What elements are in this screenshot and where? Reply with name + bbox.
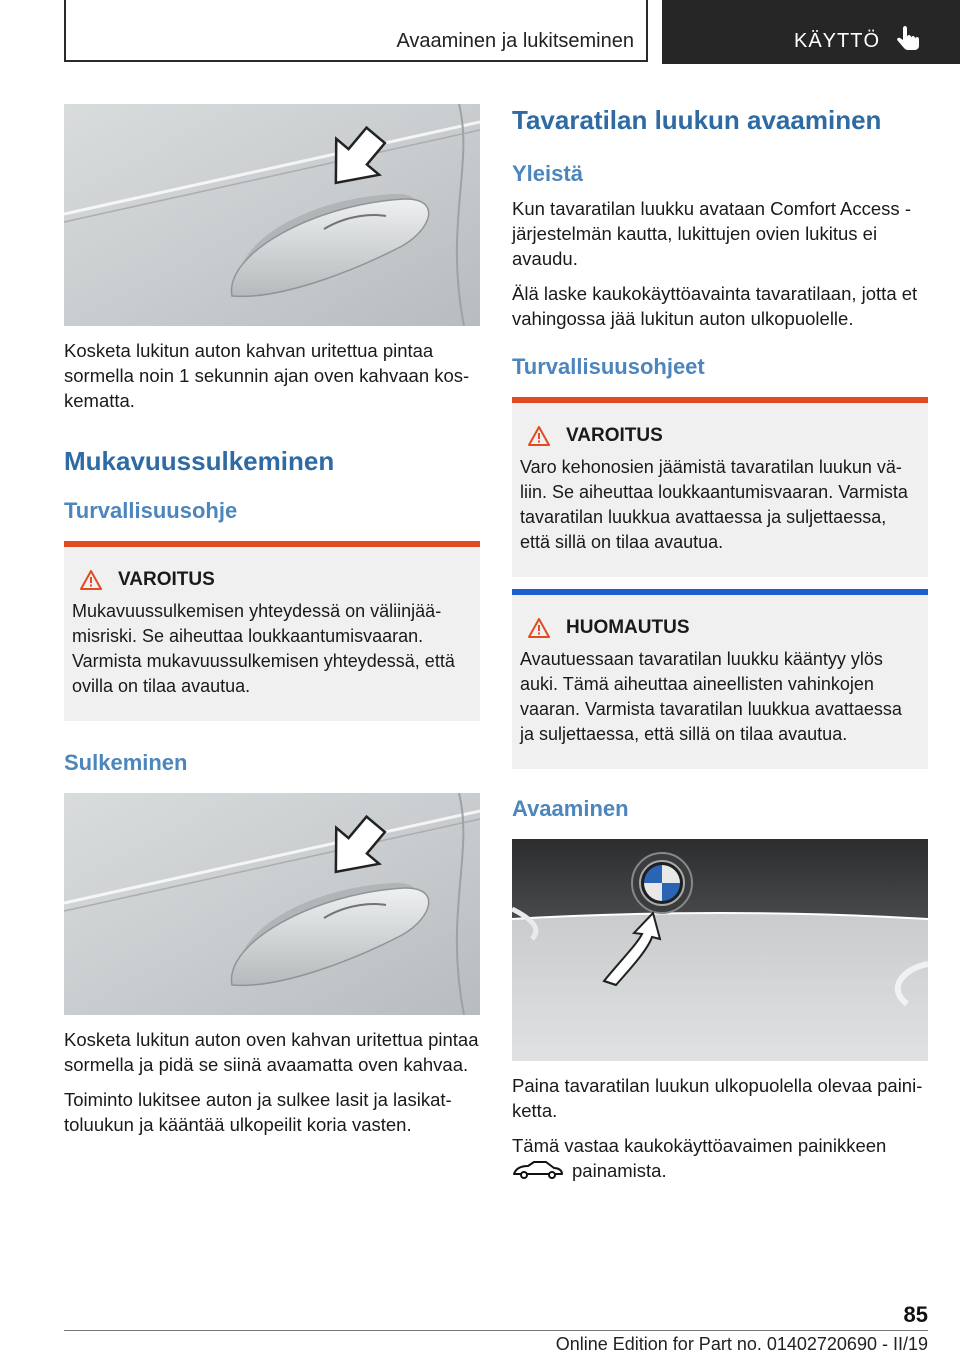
warning-text: Mukavuussulkemisen yhteydessä on väliinjäämisriski. Se aiheuttaa loukkaantumisvaaran. Varmista mukavuussulkemisen yhteydessä, että ovilla on tilaa avautua.: [72, 601, 455, 696]
footer-divider: [64, 1330, 928, 1331]
header-section-title: Avaaminen ja lukitseminen: [396, 30, 634, 52]
warning-title: VAROITUS: [118, 569, 215, 590]
caption-function-description: Toiminto lukitsee auton ja sulkee lasit ja lasikattoluukun ja kääntää ulkopeilit koria vasten.: [64, 1089, 452, 1135]
warning-box: [64, 541, 480, 721]
header-chapter-tab: [662, 0, 960, 64]
heading-safety-note: Turvallisuusohje: [64, 498, 238, 523]
header-chapter-title: KÄYTTÖ: [793, 30, 880, 52]
heading-tailgate-opening: Tavaratilan luukun avaaminen: [512, 105, 882, 135]
heading-safety-notes: Turvallisuusohjeet: [512, 354, 705, 379]
right-column: [512, 104, 928, 1183]
caption-touch-door-handle: Kosketa lukitun auton oven kahvan uritettua pintaa sormella ja pidä se siinä avaamatta oven kahvaa.: [64, 1029, 479, 1075]
warning-triangle-icon: [528, 426, 550, 446]
notice-triangle-icon: [528, 618, 550, 638]
heading-opening: Avaaminen: [512, 796, 629, 821]
opening-paragraph-2-text: Tämä vastaa kaukokäyttöavaimen painikkeen: [512, 1135, 887, 1156]
page-number: 85: [903, 1302, 928, 1327]
general-paragraph-2: Älä laske kaukokäyttöavainta tavaratilaan, jotta et vahingossa jää lukitun auton ulkopuolelle.: [512, 283, 918, 329]
opening-paragraph-2-end: painamista.: [572, 1160, 667, 1181]
warning-text: Varo kehonosien jäämistä tavaratilan luukun väliin. Se aiheuttaa loukkaantumisvaaran. Varmista tavaratilan luukkua avattaessa ja suljettaessa, että sillä on tilaa avautua.: [520, 457, 908, 552]
notice-box: [512, 589, 928, 769]
page-header: [0, 0, 960, 66]
warning-title: VAROITUS: [566, 425, 663, 446]
hand-pointer-icon: [894, 26, 922, 54]
tailgate-button-image: [512, 839, 928, 1061]
heading-comfort-closing: Mukavuussulkeminen: [64, 446, 335, 476]
door-handle-image-2: [64, 793, 480, 1015]
heading-general: Yleistä: [512, 161, 583, 186]
notice-text: Avautuessaan tavaratilan luukku kääntyy ylös auki. Tämä aiheuttaa aineellisten vahinkojen vaaran. Varmista tavaratilan luukkua avattaessa ja suljettaessa, että sillä on tilaa avautua.: [520, 649, 902, 744]
car-tailgate-key-icon: [512, 1160, 564, 1180]
notice-title: HUOMAUTUS: [566, 617, 690, 638]
warning-box: [512, 397, 928, 577]
general-paragraph-1: Kun tavaratilan luukku avataan Comfort Access -järjestelmän kautta, lukittujen ovien lukitus ei avaudu.: [512, 198, 911, 269]
opening-paragraph-1: Paina tavaratilan luukun ulkopuolella olevaa painiketta.: [512, 1075, 923, 1121]
opening-paragraph-2: [512, 1133, 928, 1183]
door-handle-image-1: [64, 104, 480, 326]
caption-touch-handle: Kosketa lukitun auton kahvan uritettua pintaa sormella noin 1 sekunnin ajan oven kahvaan koskematta.: [64, 340, 470, 411]
heading-closing: Sulkeminen: [64, 750, 188, 775]
left-column: [64, 104, 480, 1137]
warning-triangle-icon: [80, 570, 102, 590]
footer-edition: Online Edition for Part no. 01402720690 - II/19: [555, 1334, 928, 1354]
